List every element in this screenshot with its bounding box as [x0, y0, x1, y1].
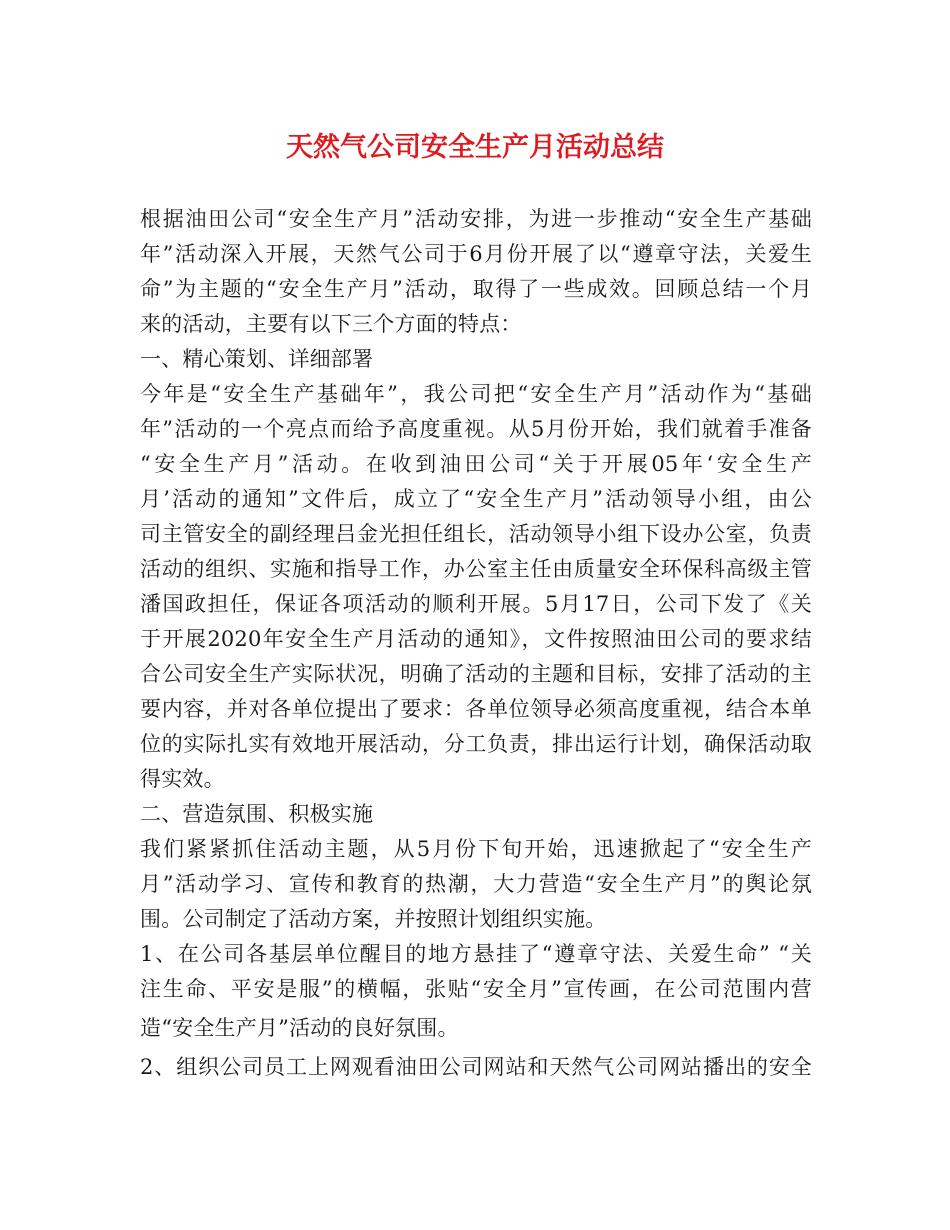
document-body: [140, 202, 812, 1085]
paragraph-line: 月’活动的通知”文件后，成立了“安全生产月”活动领导小组，由公: [140, 487, 812, 511]
paragraph-line: 我们紧紧抓住活动主题，从5月份下旬开始，迅速掀起了“安全生产: [140, 837, 812, 861]
paragraph-line: 注生命、平安是服”的横幅，张贴“安全月”宣传画，在公司范围内营: [140, 977, 812, 1001]
paragraph-line: 造“安全生产月”活动的良好氛围。: [140, 1016, 459, 1040]
paragraph-line: 得实效。: [140, 767, 225, 791]
paragraph-line: 根据油田公司“安全生产月”活动安排，为进一步推动“安全生产基础: [140, 207, 812, 231]
paragraph-line: 要内容，并对各单位提出了要求：各单位领导必须高度重视，结合本单: [140, 697, 812, 721]
paragraph-line: 一、精心策划、详细部署: [140, 347, 374, 371]
paragraph-line: 今年是“安全生产基础年”，我公司把“安全生产月”活动作为“基础: [140, 382, 812, 406]
paragraph-line: 围。公司制定了活动方案，并按照计划组织实施。: [140, 907, 607, 931]
paragraph-line: 于开展2020年安全生产月活动的通知》，文件按照油田公司的要求结: [140, 627, 812, 651]
paragraph-line: 命”为主题的“安全生产月”活动，取得了一些成效。回顾总结一个月: [140, 277, 812, 301]
paragraph-line: 月”活动学习、宣传和教育的热潮，大力营造“安全生产月”的舆论氛: [140, 872, 812, 896]
paragraph-line: 位的实际扎实有效地开展活动，分工负责，排出运行计划，确保活动取: [140, 732, 812, 756]
document-title: 天然气公司安全生产月活动总结: [286, 132, 664, 163]
paragraph-line: 1、在公司各基层单位醒目的地方悬挂了“遵章守法、关爱生命” “关: [140, 942, 812, 966]
paragraph-line: 年”活动的一个亮点而给予高度重视。从5月份开始，我们就着手准备: [140, 417, 812, 441]
paragraph-line: 活动的组织、实施和指导工作，办公室主任由质量安全环保科高级主管: [140, 557, 812, 581]
paragraph-line: 二、营造氛围、积极实施: [140, 802, 374, 826]
paragraph-line: “安全生产月”活动。在收到油田公司“关于开展05年‘安全生产: [140, 452, 812, 476]
paragraph-line: 来的活动，主要有以下三个方面的特点：: [140, 312, 522, 336]
paragraph-line: 司主管安全的副经理吕金光担任组长，活动领导小组下设办公室，负责: [140, 522, 812, 546]
paragraph-line: 年”活动深入开展，天然气公司于6月份开展了以“遵章守法，关爱生: [140, 242, 812, 266]
paragraph-line: 2、组织公司员工上网观看油田公司网站和天然气公司网站播出的安全: [140, 1055, 812, 1079]
paragraph-line: 合公司安全生产实际状况，明确了活动的主题和目标，安排了活动的主: [140, 662, 812, 686]
paragraph-line: 潘国政担任，保证各项活动的顺利开展。5月17日，公司下发了《关: [140, 592, 812, 616]
